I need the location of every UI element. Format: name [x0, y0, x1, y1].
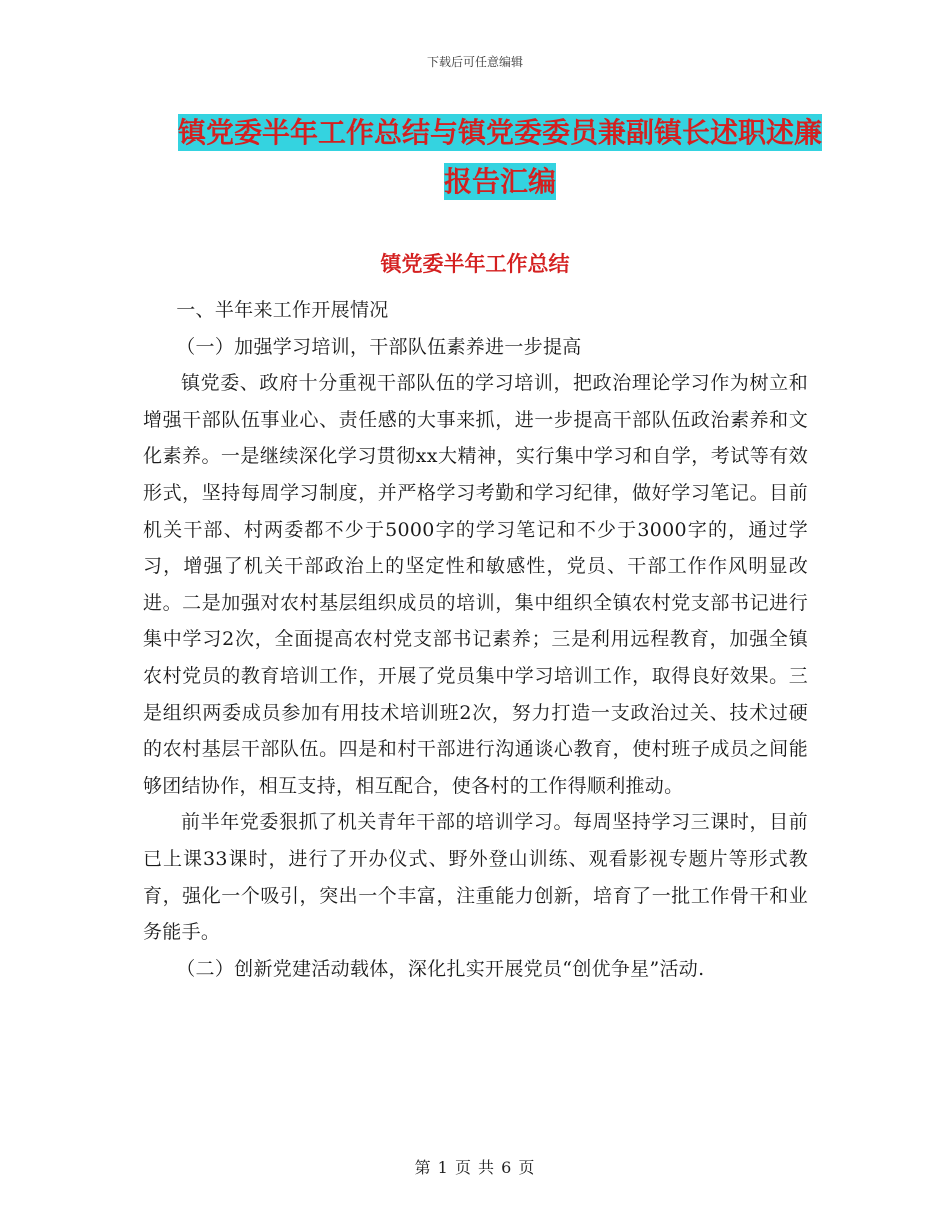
document-body: [143, 292, 808, 987]
document-title-line-2: 报告汇编: [443, 165, 556, 198]
subheading-2: （二）创新党建活动载体，深化扎实开展党员“创优争星”活动.: [176, 957, 705, 980]
section-title: 镇党委半年工作总结: [380, 252, 570, 276]
body-paragraph-1: 镇党委、政府十分重视干部队伍的学习培训，把政治理论学习作为树立和增强干部队伍事业心、责任感的大事来抓，进一步提高干部队伍政治素养和文化素养。一是继续深化学习贯彻xx大精神，实行集中学习和自学，考试等有效形式，坚持每周学习制度，并严格学习考勤和学习纪律，做好学习笔记。目前机关干部、村两委都不少于5000字的学习笔记和不少于3000字的，通过学习，增强了机关干部政治上的坚定性和敏感性，党员、干部工作作风明显改进。二是加强对农村基层组织成员的培训，集中组织全镇农村党支部书记进行集中学习2次，全面提高农村党支部书记素养；三是利用远程教育，加强全镇农村党员的教育培训工作，开展了党员集中学习培训工作，取得良好效果。三是组织两委成员参加有用技术培训班2次，努力打造一支政治过关、技术过硬的农村基层干部队伍。四是和村干部进行沟通谈心教育，使村班子成员之间能够团结协作，相互支持，相互配合，使各村的工作得顺利推动。: [143, 372, 808, 797]
body-paragraph-2: 前半年党委狠抓了机关青年干部的培训学习。每周坚持学习三课时，目前已上课33课时，进行了开办仪式、野外登山训练、观看影视专题片等形式教育，强化一个吸引，突出一个丰富，注重能力创新，培育了一批工作骨干和业务能手。: [143, 811, 808, 944]
page-footer: 第 1 页 共 6 页: [414, 1158, 536, 1177]
heading-level-1: 一、半年来工作开展情况: [176, 299, 389, 321]
document-title-line-1: 镇党委半年工作总结与镇党委委员兼副镇长述职述廉: [177, 116, 822, 149]
document-title: [140, 108, 860, 206]
header-note: 下载后可任意编辑: [426, 55, 523, 69]
subheading-1: （一）加强学习培训，干部队伍素养进一步提高: [176, 335, 582, 358]
